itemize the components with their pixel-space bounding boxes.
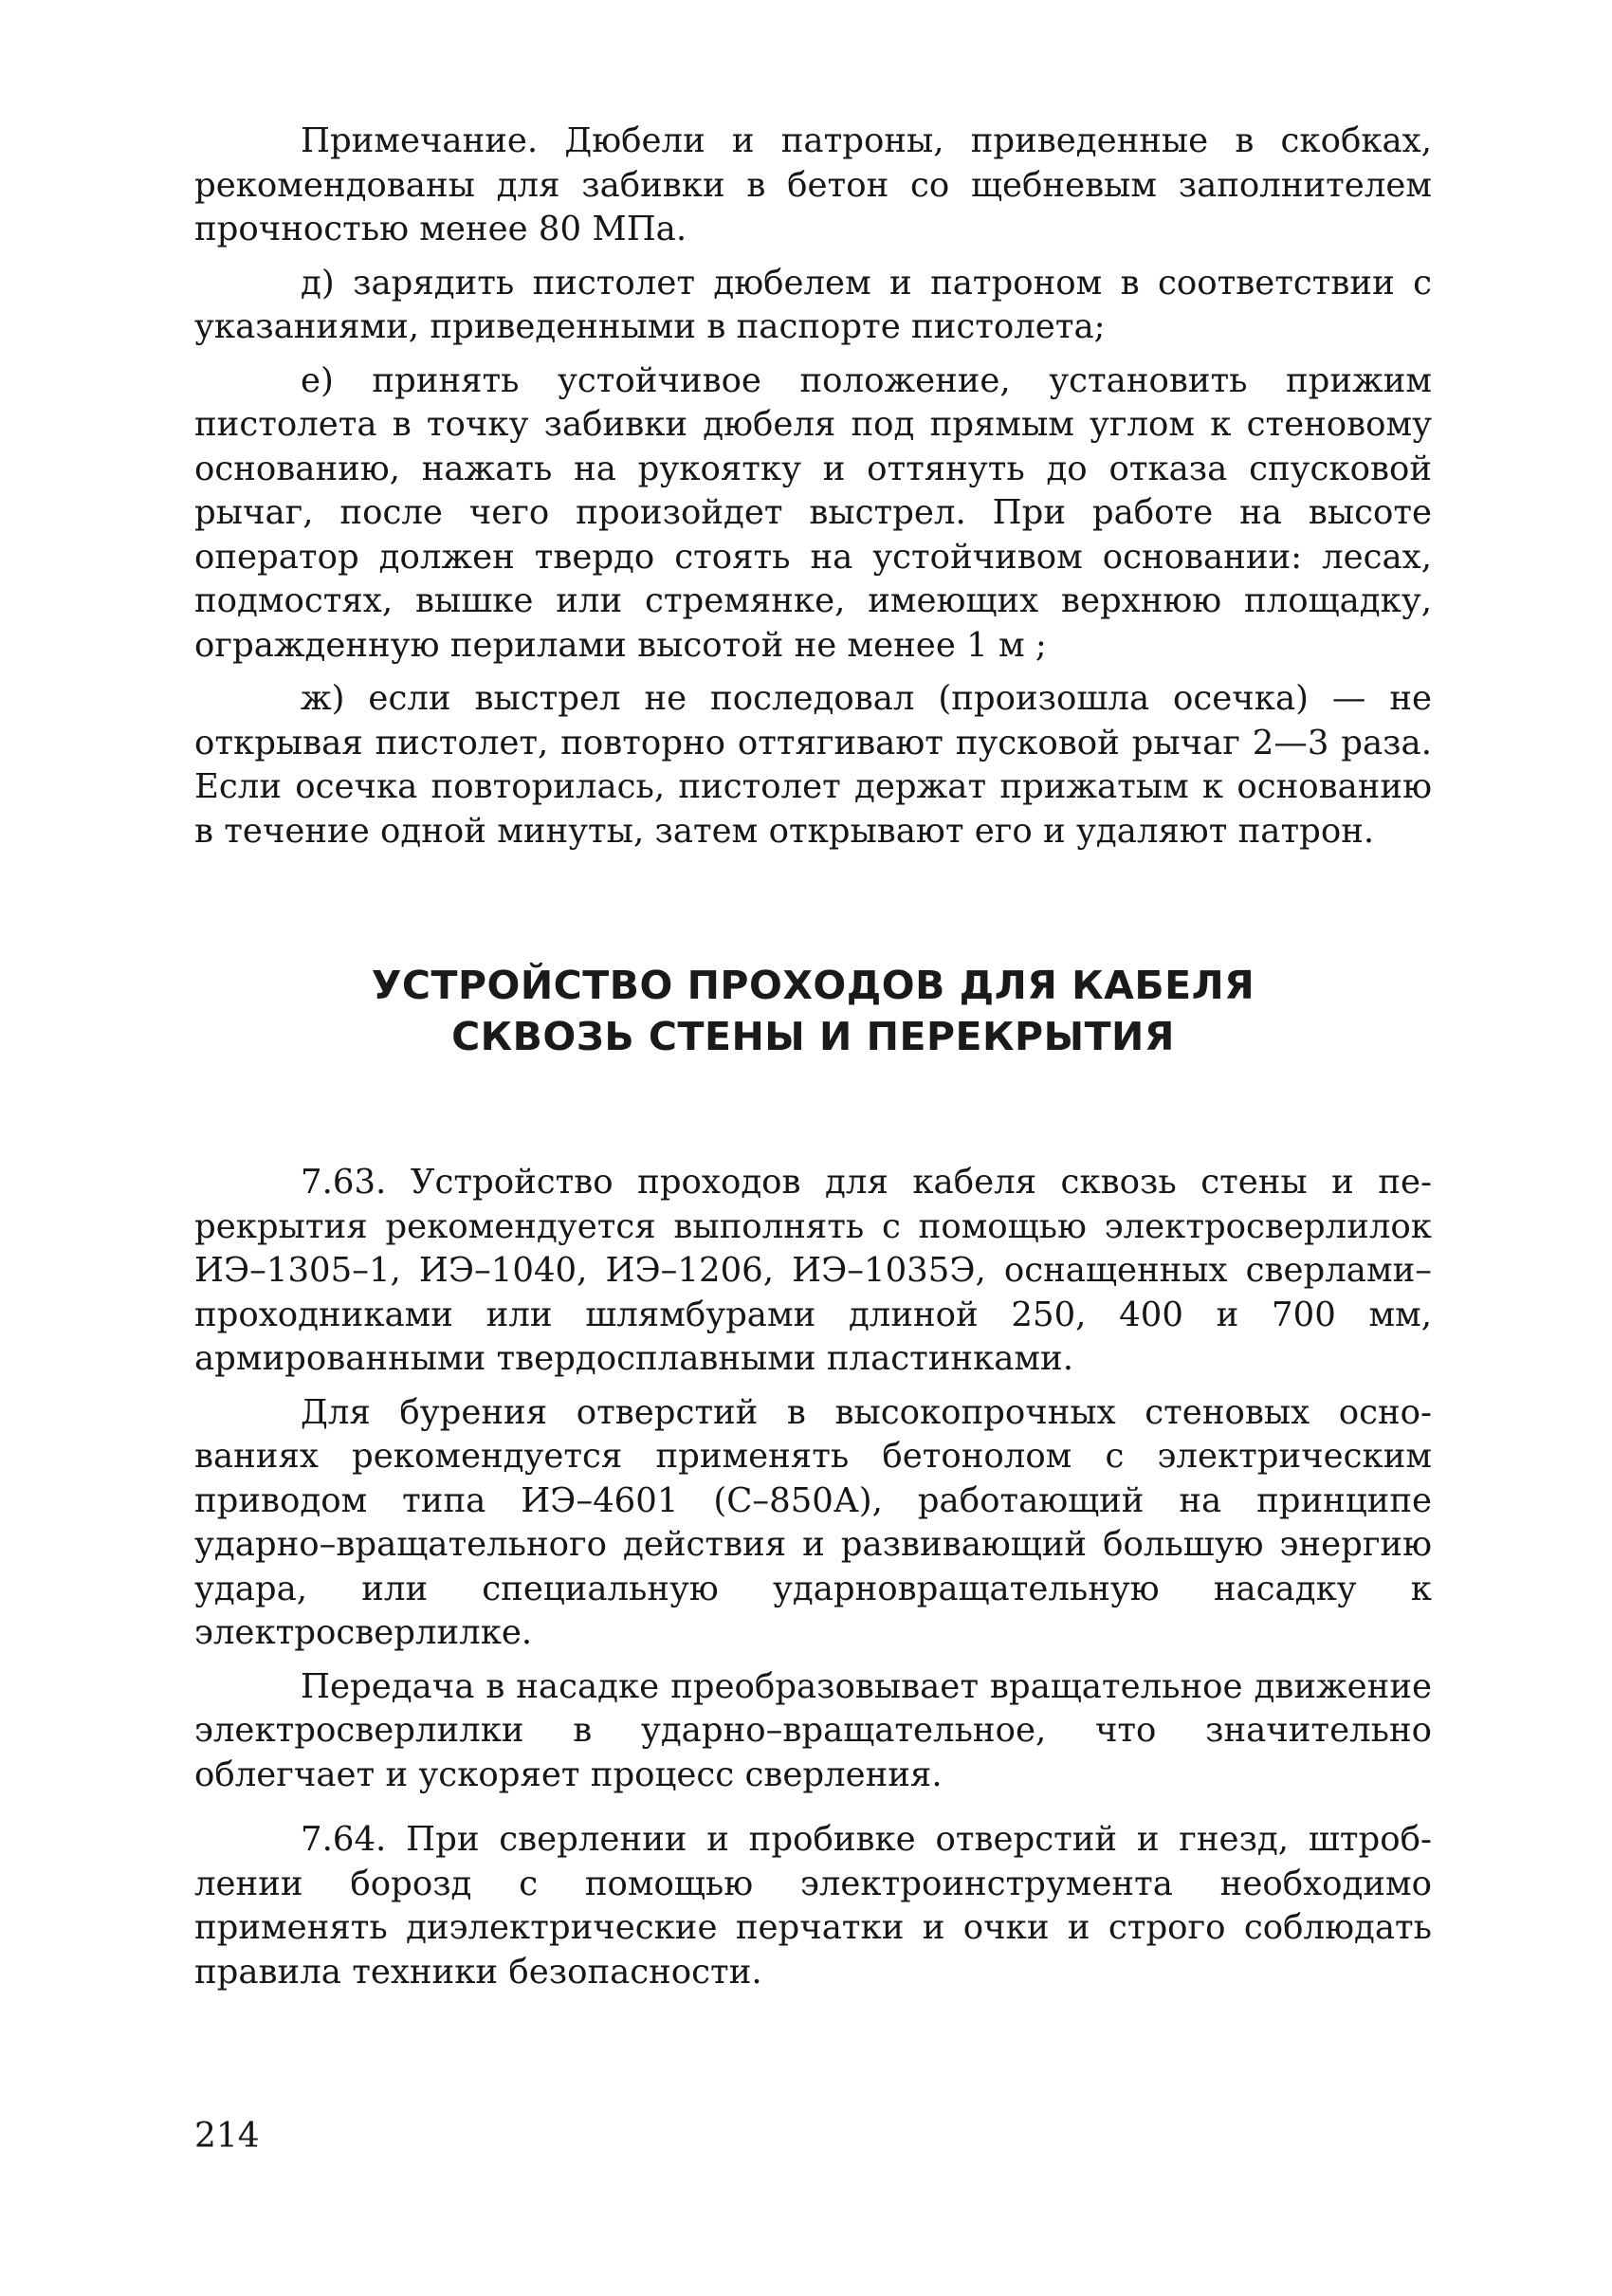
page-number: 214 bbox=[194, 2117, 260, 2156]
note-paragraph: Примечание. Дюбели и патроны, приведенные в скобках, рекомендованы для забивки в бетон со щебневым заполнителем прочностью менее 80 МПа. bbox=[194, 121, 1432, 248]
drilling-paragraph: Для бурения отверстий в высокопрочных стеновых основаниях рекомендуется применять бетонолом с электрическим приводом типа ИЭ–4601 (С–850А), работающий на принципе ударно–вращательного действия и развивающий большую энергию удара, или специальную ударновращательную насадку к электросверлилке. bbox=[194, 1392, 1432, 1652]
item-e-paragraph: е) принять устойчивое положение, установить прижим пистолета в точку забивки дюбеля под прямым углом к стеновому основанию, нажать на рукоятку и оттянуть до отказа спусковой рычаг, после чего произойдет выстрел. При работе на высоте оператор должен твердо стоять на устойчивом основании: лесах, подмостях, вышке или стремянке, имеющих верхнюю площадку, огражденную перилами высотой не менее 1 м ; bbox=[194, 360, 1432, 665]
clause-7-64-paragraph: 7.64. При сверлении и пробивке отверстий и гнезд, штроблении борозд с помощью электроинструмента необходимо применять диэлектрические перчатки и очки и строго соблюдать правила техники безопасности. bbox=[194, 1820, 1432, 1992]
item-zh-paragraph: ж) если выстрел не последовал (произошла осечка) — не открывая пистолет, повторно оттягивают пусковой рычаг 2—3 раза. Если осечка повторилась, пистолет держат прижатым к основанию в течение одной минуты, затем открывают его и удаляют патрон. bbox=[194, 679, 1432, 851]
transmission-paragraph: Передача в насадке преобразовывает вращательное движение электросверлилки в ударно–вращательное, что значительно облегчает и ускоряет процесс сверления. bbox=[194, 1666, 1432, 1794]
clause-7-63-paragraph: 7.63. Устройство проходов для кабеля сквозь стены и перекрытия рекомендуется выполнять с помощью электросверлилок ИЭ–1305–1, ИЭ–1040, ИЭ–1206, ИЭ–1035Э, оснащенных сверлами–проходниками или шлямбурами длиной 250, 400 и 700 мм, армированными твердосплавными пластинками. bbox=[194, 1163, 1432, 1378]
page-body bbox=[194, 119, 1432, 1994]
section-heading-line-2: СКВОЗЬ СТЕНЫ И ПЕРЕКРЫТИЯ bbox=[451, 1014, 1175, 1059]
section-heading-line-1: УСТРОЙСТВО ПРОХОДОВ ДЛЯ КАБЕЛЯ bbox=[371, 963, 1255, 1008]
section-heading bbox=[194, 960, 1432, 1062]
item-d-paragraph: д) зарядить пистолет дюбелем и патроном в соответствии с указаниями, приведенными в паспорте пистолета; bbox=[194, 263, 1432, 346]
